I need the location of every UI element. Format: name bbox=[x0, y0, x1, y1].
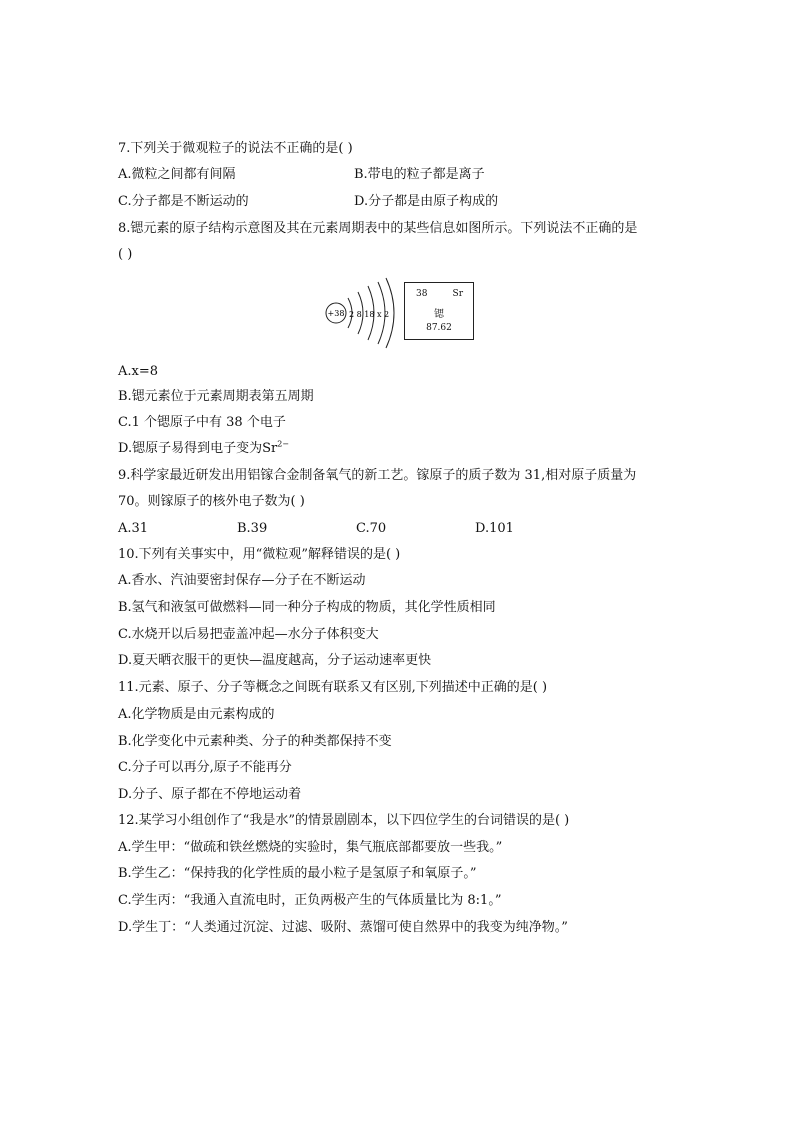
q11-option-d: D.分子、原子都在不停地运动着 bbox=[118, 787, 302, 802]
q7-option-c: C.分子都是不断运动的 bbox=[118, 194, 249, 209]
q9-stem-line2: 70。则镓原子的核外电子数为( ) bbox=[118, 494, 305, 509]
ion-charge: 2− bbox=[277, 439, 290, 449]
periodic-table-cell bbox=[404, 282, 474, 340]
nucleus-charge: +38 bbox=[327, 309, 345, 318]
q7-option-d: D.分子都是由原子构成的 bbox=[354, 194, 499, 209]
q12-option-a: A.学生甲：“做疏和铁丝燃烧的实验时，集气瓶底部都要放一些我。” bbox=[118, 840, 503, 855]
q11-stem: 11.元素、原子、分子等概念之间既有联系又有区别,下列描述中正确的是( ) bbox=[118, 680, 548, 695]
q9-option-a: A.31 bbox=[118, 521, 149, 536]
element-name: 锶 bbox=[434, 309, 444, 320]
electron-shells: 2 8 18 x 2 bbox=[349, 310, 390, 319]
q9-option-c: C.70 bbox=[356, 521, 387, 536]
q8-stem: 8.锶元素的原子结构示意图及其在元素周期表中的某些信息如图所示。下列说法不正确的是 bbox=[118, 221, 638, 236]
q10-option-c: C.水烧开以后易把壶盖冲起—水分子体积变大 bbox=[118, 627, 379, 642]
q7-stem: 7.下列关于微观粒子的说法不正确的是( ) bbox=[118, 141, 353, 156]
q8-option-d: D.锶原子易得到电子变为$Sr^{2-}$ bbox=[118, 439, 290, 456]
q10-option-a: A.香水、汽油要密封保存—分子在不断运动 bbox=[118, 573, 366, 588]
q12-option-d: D.学生丁：“人类通过沉淀、过滤、吸附、蒸馏可使自然界中的我变为纯净物。” bbox=[118, 920, 568, 935]
atomic-number: 38 bbox=[416, 289, 428, 299]
q10-stem: 10.下列有关事实中，用“微粒观”解释错误的是( ) bbox=[118, 547, 401, 562]
q7-option-b: B.带电的粒子都是离子 bbox=[354, 167, 485, 182]
q11-option-a: A.化学物质是由元素构成的 bbox=[118, 707, 275, 722]
q8-option-b: B.锶元素位于元素周期表第五周期 bbox=[118, 389, 314, 404]
q8-option-a: A.x=8 bbox=[118, 364, 159, 379]
element-symbol: Sr bbox=[452, 289, 463, 299]
q11-option-c: C.分子可以再分,原子不能再分 bbox=[118, 760, 292, 775]
q12-option-c: C.学生丙：“我通入直流电时，正负两极产生的气体质量比为 8:1。” bbox=[118, 893, 502, 908]
q9-stem-line1: 9.科学家最近研发出用铝镓合金制备氧气的新工艺。镓原子的质子数为 31,相对原子质量为 bbox=[118, 468, 637, 483]
q12-stem: 12.某学习小组创作了“我是水”的情景剧剧本，以下四位学生的台词错误的是( ) bbox=[118, 813, 570, 828]
q10-option-d: D.夏天晒衣服干的更快—温度越高，分子运动速率更快 bbox=[118, 653, 432, 668]
q12-option-b: B.学生乙：“保持我的化学性质的最小粒子是氢原子和氧原子。” bbox=[118, 866, 477, 881]
atomic-mass: 87.62 bbox=[426, 323, 452, 333]
q11-option-b: B.化学变化中元素种类、分子的种类都保持不变 bbox=[118, 734, 392, 749]
q9-option-b: B.39 bbox=[237, 521, 268, 536]
q7-option-a: A.微粒之间都有间隔 bbox=[118, 167, 236, 182]
q8-paren: ( ) bbox=[118, 247, 133, 262]
q8-option-c: C.1 个锶原子中有 38 个电子 bbox=[118, 415, 286, 430]
q10-option-b: B.氢气和液氢可做燃料—同一种分子构成的物质，其化学性质相同 bbox=[118, 600, 496, 615]
q9-option-d: D.101 bbox=[475, 521, 514, 536]
